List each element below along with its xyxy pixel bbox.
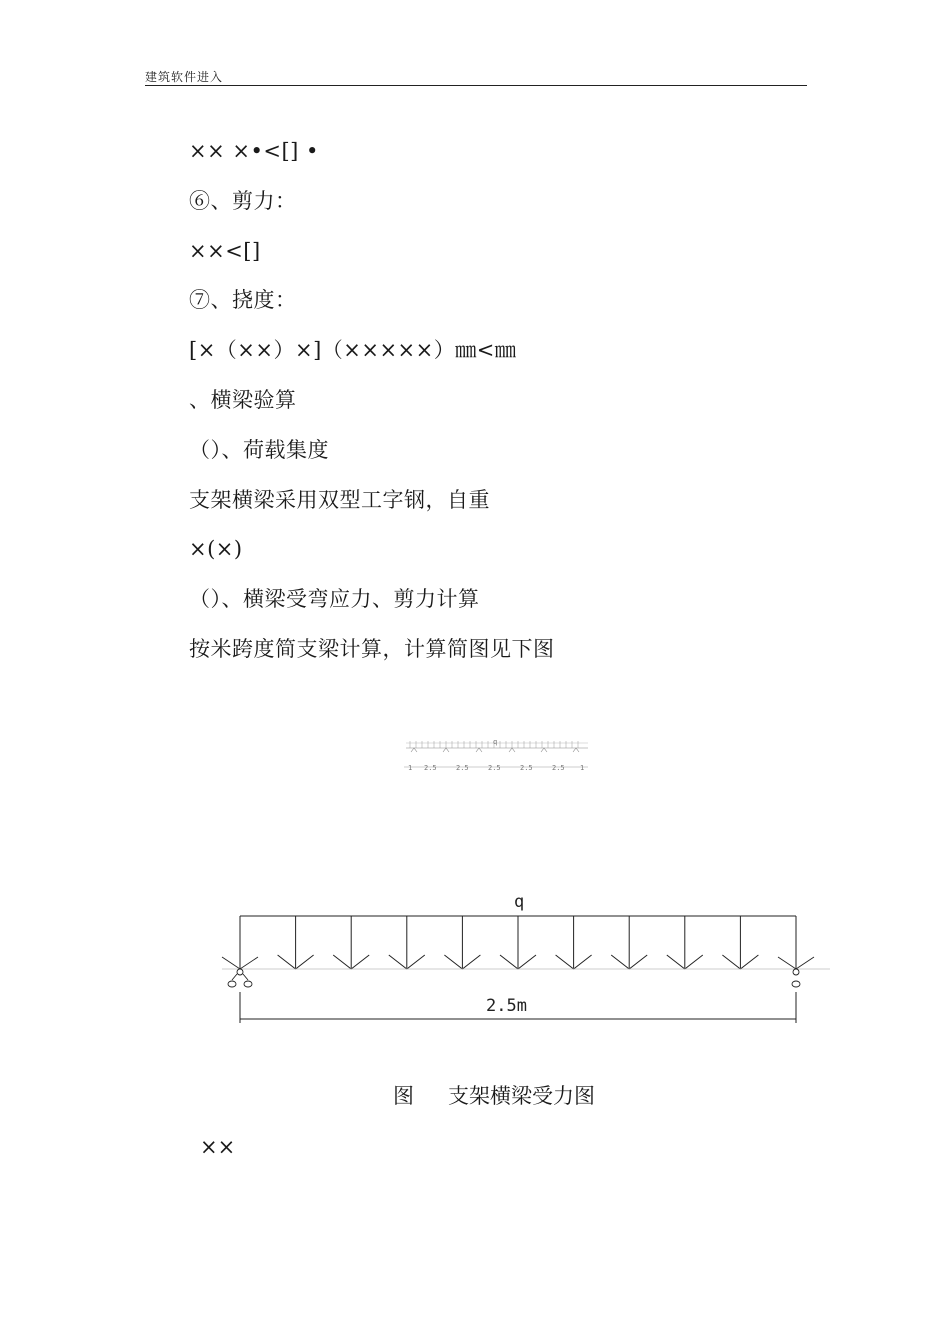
simple-beam-load-diagram — [218, 885, 834, 1035]
formula-line-3: [×（××）×]（×××××）㎜<㎜ — [189, 338, 517, 362]
heading-bending-shear: （）、横梁受弯应力、剪力计算 — [189, 587, 480, 611]
load-label-q: q — [514, 892, 525, 912]
span-length-label: 2.5m — [486, 996, 527, 1016]
multi-span-beam-diagram — [400, 736, 592, 774]
figure-label: 图 — [393, 1084, 414, 1108]
paragraph-calc-note: 按米跨度简支梁计算，计算简图见下图 — [189, 637, 555, 661]
formula-line-2: ××<[] — [189, 239, 261, 263]
small-span-label: 2.5 — [456, 764, 469, 772]
figure-caption — [393, 1084, 595, 1108]
figure-title: 支架横梁受力图 — [448, 1084, 595, 1108]
section-shear: ⑥、剪力： — [189, 189, 297, 213]
section-deflection: ⑦、挠度： — [189, 288, 297, 312]
small-span-label: 2.5 — [488, 764, 501, 772]
formula-line-1: ×× ×•<[] • — [189, 139, 319, 163]
small-span-label: 2.5 — [552, 764, 565, 772]
small-span-label: 2.5 — [520, 764, 533, 772]
header-rule — [145, 85, 807, 86]
page-header: 建筑软件进入 — [145, 70, 224, 84]
small-support-label-left: 1 — [408, 764, 413, 772]
small-load-label: q — [493, 738, 498, 746]
paragraph-self-weight: 支架横梁采用双型工字钢，自重 — [189, 488, 490, 512]
heading-beam-check: 、横梁验算 — [189, 388, 297, 412]
heading-load-intensity: （）、荷载集度 — [189, 438, 329, 462]
formula-line-4: ×(×) — [189, 537, 243, 561]
small-support-label-right: 1 — [580, 764, 585, 772]
trailing-formula: ×× — [200, 1135, 236, 1159]
small-span-label: 2.5 — [424, 764, 437, 772]
